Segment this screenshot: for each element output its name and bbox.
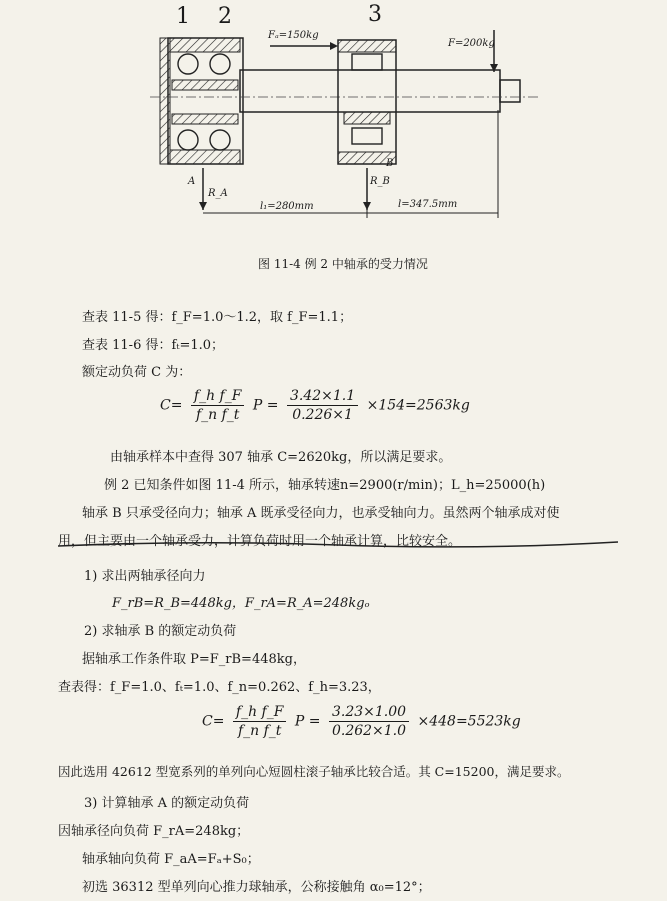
dimension-l: l=347.5mm [398, 199, 458, 210]
text-line-8: 1) 求出两轴承径向力 [84, 569, 206, 584]
eq1-num1: f_h f_F [191, 388, 245, 406]
eq2-left: C= [202, 713, 225, 730]
reaction-rb-label: R_B [370, 176, 390, 187]
figure-label-1: 1 [176, 4, 190, 29]
eq2-den2: 0.262×1.0 [331, 723, 407, 739]
bearing-b-label: B [386, 158, 394, 169]
eq2-frac2 [329, 704, 409, 739]
figure-label-2: 2 [218, 4, 232, 29]
force-fa-label: Fₐ=150kg [268, 30, 319, 41]
handwritten-underline [58, 538, 618, 550]
figure-label-3: 3 [368, 2, 382, 27]
dimension-l1: l₁=280mm [260, 201, 314, 212]
text-line-12: 查表得：f_F=1.0、fₜ=1.0、f_n=0.262、f_h=3.23， [58, 680, 381, 695]
text-line-2: 查表 11-6 得：fₜ=1.0； [82, 338, 225, 353]
text-line-10: 2) 求轴承 B 的额定动负荷 [84, 624, 237, 639]
eq1-right: ×154=2563kg [366, 397, 470, 414]
text-line-14: 3) 计算轴承 A 的额定动负荷 [84, 796, 250, 811]
text-line-13: 因此选用 42612 型宽系列的单列向心短圆柱滚子轴承比较合适。其 C=15200，满足要求。 [58, 764, 570, 779]
text-line-11: 据轴承工作条件取 P=F_rB=448kg， [82, 652, 306, 667]
force-f-label: F=200kg [448, 38, 495, 49]
equation-1 [160, 388, 470, 423]
eq2-p: P = [294, 713, 321, 730]
text-line-4: 由轴承样本中查得 307 轴承 C=2620kg，所以满足要求。 [110, 450, 452, 465]
eq2-frac1 [233, 704, 287, 739]
equation-2 [202, 704, 521, 739]
eq2-num2: 3.23×1.00 [329, 704, 409, 722]
reaction-ra-label: R_A [208, 188, 228, 199]
text-line-17: 初选 36312 型单列向心推力球轴承，公称接触角 α₀=12°； [82, 880, 431, 895]
eq1-num2: 3.42×1.1 [287, 388, 358, 406]
eq2-right: ×448=5523kg [417, 713, 521, 730]
eq1-den2: 0.226×1 [292, 407, 353, 423]
text-line-1: 查表 11-5 得：f_F=1.0～1.2，取 f_F=1.1； [82, 310, 353, 325]
text-line-3: 额定动负荷 C 为： [82, 365, 192, 380]
eq1-den1: f_n f_t [195, 407, 240, 423]
eq1-frac2 [287, 388, 358, 423]
eq2-num1: f_h f_F [233, 704, 287, 722]
text-line-7: 用，但主要由一个轴承受力，计算负荷时用一个轴承计算，比较安全。 [58, 534, 462, 549]
text-line-16: 轴承轴向负荷 F_aA=Fₐ+S₀； [82, 852, 260, 867]
text-line-9: F_rB=R_B=448kg，F_rA=R_A=248kgₒ [112, 596, 370, 611]
text-line-6: 轴承 B 只承受径向力；轴承 A 既承受径向力，也承受轴向力。虽然两个轴承成对使 [82, 506, 560, 521]
text-line-5: 例 2 已知条件如图 11-4 所示，轴承转速n=2900(r/min)；L_h=25000(h) [104, 478, 546, 493]
bearing-a-label: A [188, 176, 196, 187]
bearing-force-diagram [0, 0, 667, 250]
figure-caption: 图 11-4 例 2 中轴承的受力情况 [258, 257, 428, 271]
text-line-15: 因轴承径向负荷 F_rA=248kg； [58, 824, 250, 839]
eq1-p: P = [252, 397, 279, 414]
eq1-frac1 [191, 388, 245, 423]
eq2-den1: f_n f_t [237, 723, 282, 739]
eq1-left: C= [160, 397, 183, 414]
